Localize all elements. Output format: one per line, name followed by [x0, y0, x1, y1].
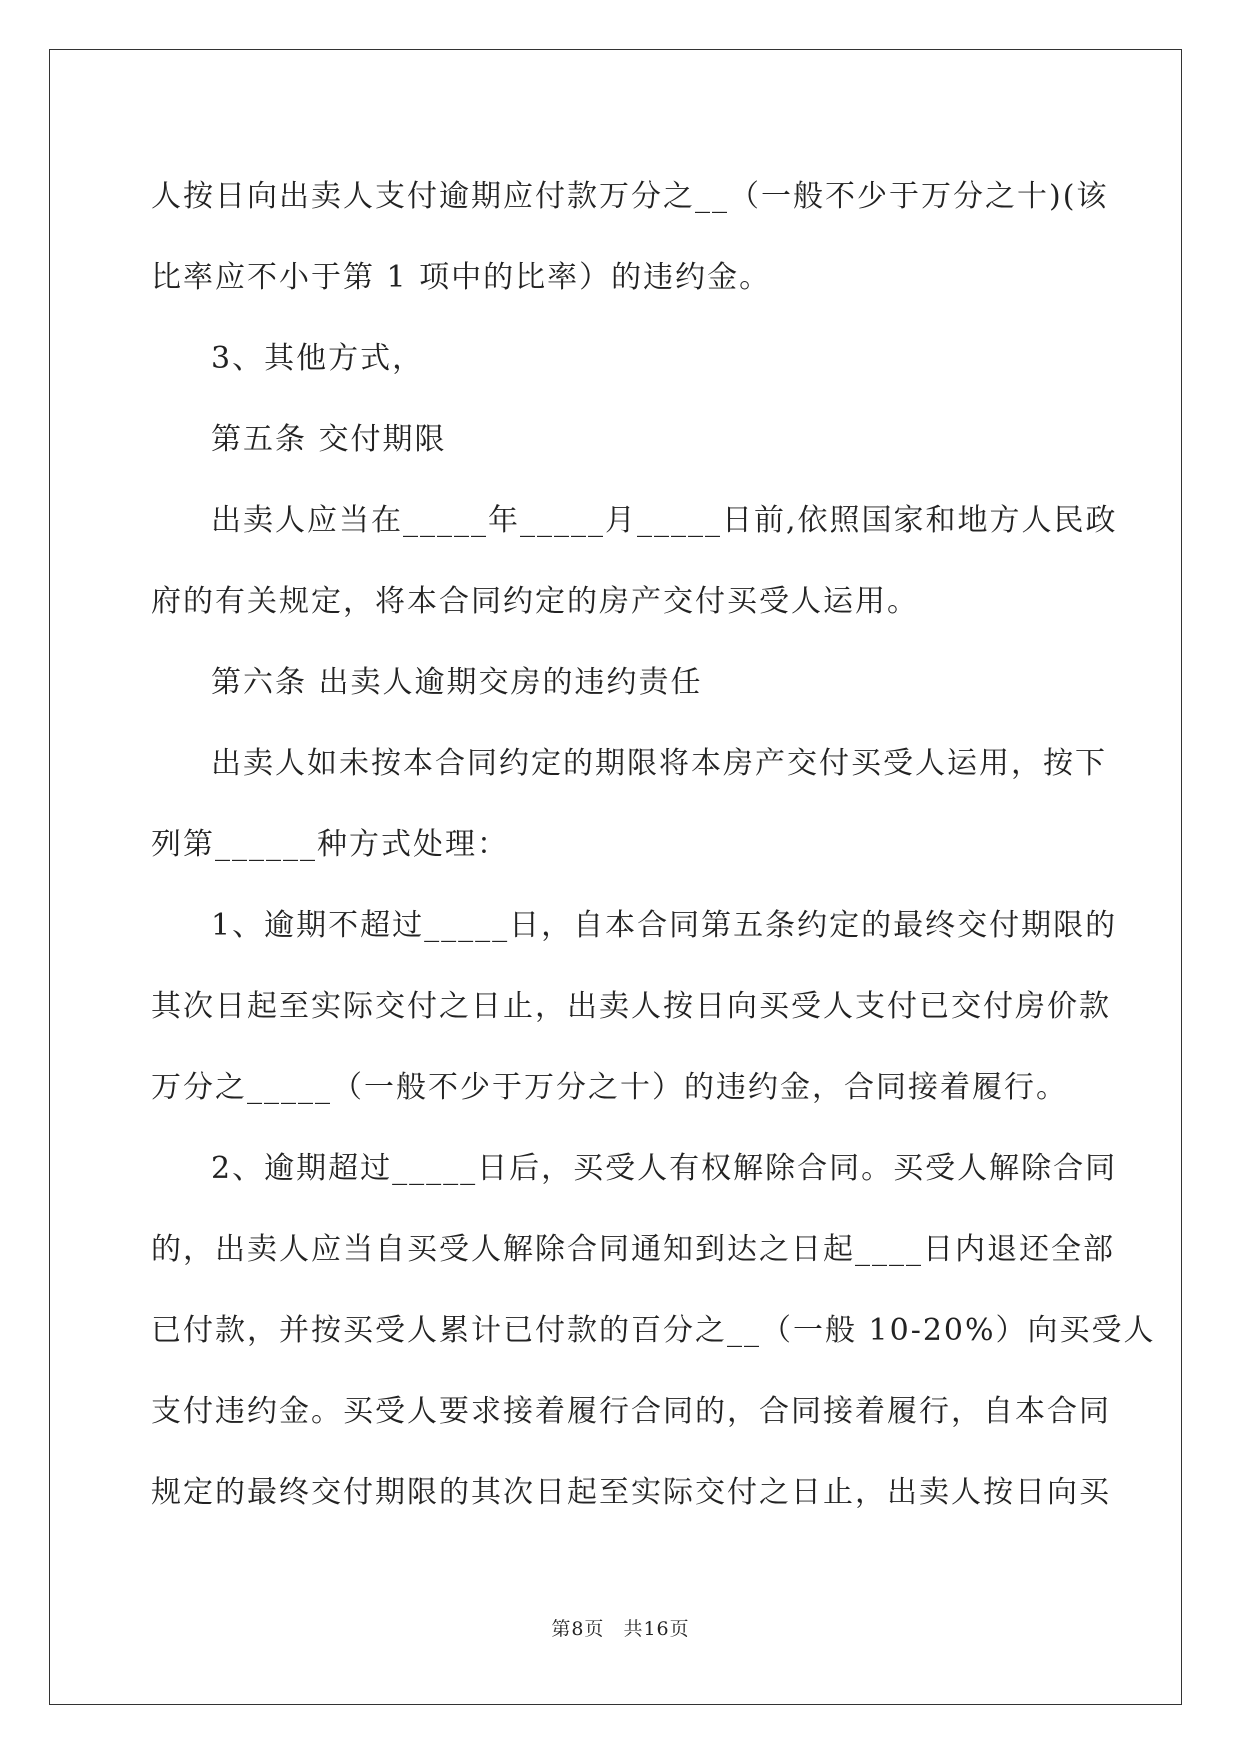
page-footer: [0, 1614, 1241, 1641]
section-heading: 第五条 交付期限: [211, 422, 447, 457]
page-number: 第8页: [551, 1618, 605, 1640]
page-total: 共16页: [623, 1618, 690, 1640]
text-line: 出卖人如未按本合同约定的期限将本房产交付买受人运用，按下: [211, 746, 1107, 781]
text-line: 的，出卖人应当自买受人解除合同通知到达之日起____日内退还全部: [151, 1232, 1115, 1267]
text-line: 规定的最终交付期限的其次日起至实际交付之日止，出卖人按日向买: [151, 1475, 1111, 1510]
text-line: 出卖人应当在_____年_____月_____日前,依照国家和地方人民政: [211, 503, 1118, 538]
text-line: 府的有关规定，将本合同约定的房产交付买受人运用。: [151, 584, 919, 619]
text-line: 人按日向出卖人支付逾期应付款万分之__（一般不少于万分之十)(该: [151, 179, 1109, 214]
document-body: [151, 156, 1156, 1533]
text-line: 比率应不小于第 1 项中的比率）的违约金。: [151, 260, 772, 295]
section-heading: 第六条 出卖人逾期交房的违约责任: [211, 665, 703, 700]
text-line: 3、其他方式，: [211, 341, 425, 376]
text-line: 1、逾期不超过_____日，自本合同第五条约定的最终交付期限的: [211, 908, 1118, 943]
text-line: 万分之_____（一般不少于万分之十）的违约金，合同接着履行。: [151, 1070, 1068, 1105]
text-line: 已付款，并按买受人累计已付款的百分之__（一般 10-20%）向买受人: [151, 1313, 1156, 1348]
text-line: 支付违约金。买受人要求接着履行合同的，合同接着履行，自本合同: [151, 1394, 1111, 1429]
text-line: 列第______种方式处理：: [151, 827, 509, 862]
text-line: 2、逾期超过_____日后，买受人有权解除合同。买受人解除合同: [211, 1151, 1118, 1186]
text-line: 其次日起至实际交付之日止，出卖人按日向买受人支付已交付房价款: [151, 989, 1111, 1024]
